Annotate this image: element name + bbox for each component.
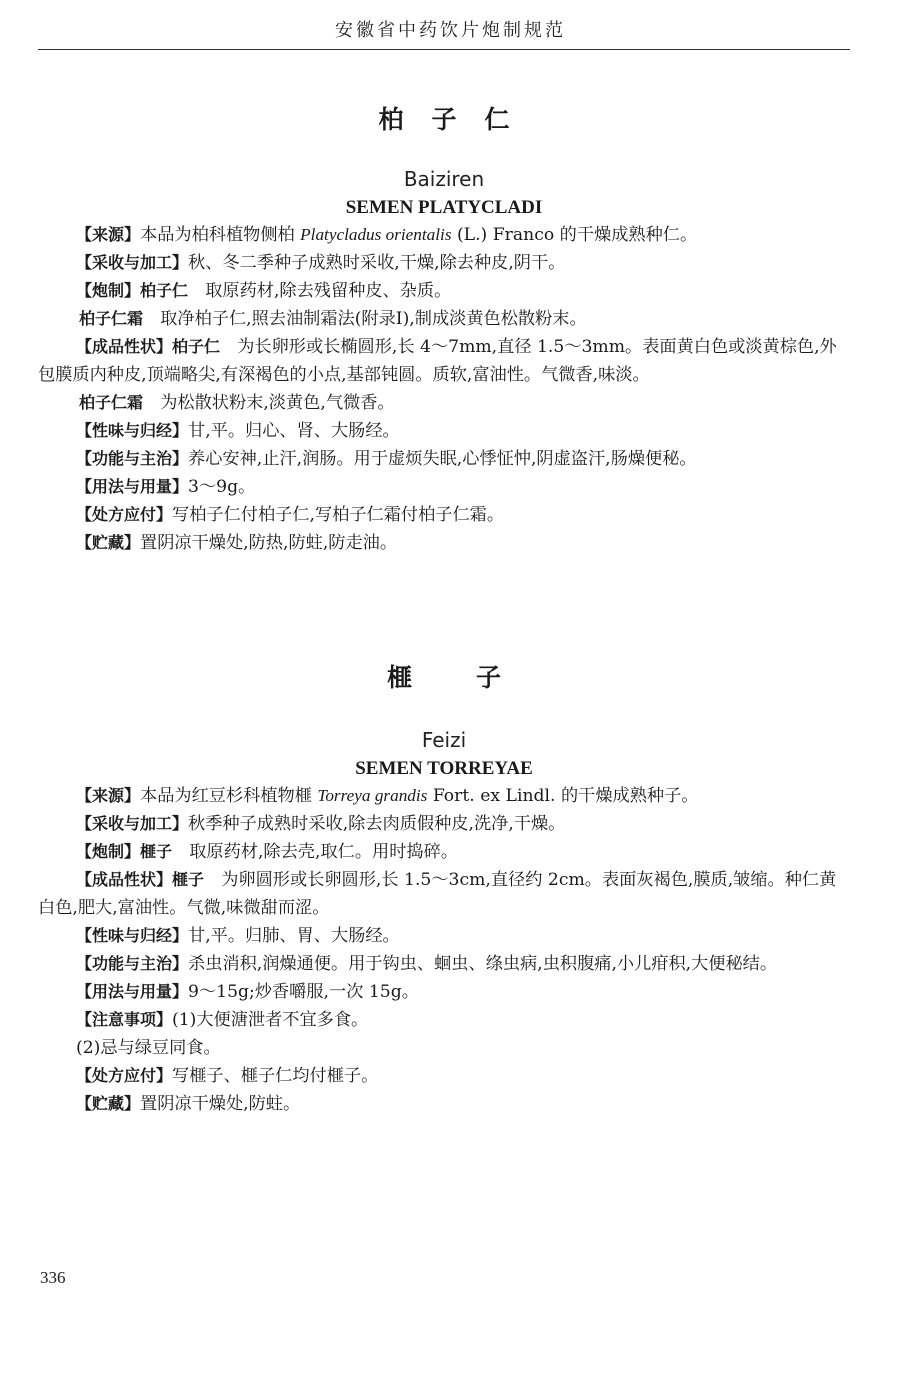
text: 9～15g;炒香嚼服,一次 15g。 xyxy=(188,982,419,1002)
dosage-paragraph xyxy=(38,473,850,501)
field-label: 【功能与主治】 xyxy=(76,449,189,468)
entry-pinyin: Feizi xyxy=(421,728,467,752)
field-label: 【贮藏】 xyxy=(76,1094,141,1113)
processing-sub-paragraph xyxy=(38,305,850,333)
header-rule xyxy=(38,49,850,50)
field-label: 【贮藏】 xyxy=(76,533,141,552)
entry-latin-name: SEMEN PLATYCLADI xyxy=(345,197,543,218)
characteristics-paragraph xyxy=(38,333,850,389)
storage-paragraph xyxy=(38,1090,850,1118)
scientific-name: Torreya grandis xyxy=(317,786,428,805)
processing-paragraph xyxy=(38,838,850,866)
scientific-name: Platycladus orientalis xyxy=(300,225,452,244)
dosage-paragraph xyxy=(38,978,850,1006)
field-label: 【成品性状】 xyxy=(76,337,173,356)
nature-paragraph xyxy=(38,417,850,445)
text: 甘,平。归肺、胃、大肠经。 xyxy=(188,926,400,946)
text: 置阴凉干燥处,防热,防蛀,防走油。 xyxy=(140,533,398,553)
field-label: 【采收与加工】 xyxy=(76,253,189,272)
text: 为松散状粉末,淡黄色,气微香。 xyxy=(143,393,395,413)
field-label: 【用法与用量】 xyxy=(76,477,189,496)
text: 写柏子仁付柏子仁,写柏子仁霜付柏子仁霜。 xyxy=(172,505,505,525)
page-number: 336 xyxy=(40,1268,66,1287)
harvest-paragraph xyxy=(38,810,850,838)
field-label: 【性味与归经】 xyxy=(76,421,189,440)
running-header: 安徽省中药饮片炮制规范 xyxy=(335,20,566,41)
field-label: 【功能与主治】 xyxy=(76,954,189,973)
sub-label: 柏子仁霜 xyxy=(79,393,144,412)
text: Fort. ex Lindl. 的干燥成熟种子。 xyxy=(427,786,699,806)
field-label: 【来源】 xyxy=(76,225,141,244)
precautions-item-2 xyxy=(38,1034,850,1062)
sub-label: 柏子仁 xyxy=(172,337,221,356)
field-label: 【注意事项】 xyxy=(76,1010,173,1029)
text: 杀虫消积,润燥通便。用于钩虫、蛔虫、绦虫病,虫积腹痛,小儿疳积,大便秘结。 xyxy=(188,954,778,974)
nature-paragraph xyxy=(38,922,850,950)
characteristics-paragraph xyxy=(38,866,850,922)
field-label: 【来源】 xyxy=(76,786,141,805)
entry-title: 柏子仁 xyxy=(378,105,538,134)
field-label: 【炮制】 xyxy=(76,842,141,861)
text: 秋季种子成熟时采收,除去肉质假种皮,洗净,干燥。 xyxy=(188,814,566,834)
field-label: 【处方应付】 xyxy=(76,505,173,524)
field-label: 【炮制】 xyxy=(76,281,141,300)
characteristics-sub-paragraph xyxy=(38,389,850,417)
text: 为长卵形或长椭圆形,长 4～7mm,直径 1.5～3mm。表面黄白色或淡黄棕色,外包膜质内种皮,顶端略尖,有深褐色的小点,基部钝圆。质软,富油性。气微香,味淡。 xyxy=(38,337,837,385)
field-label: 【用法与用量】 xyxy=(76,982,189,1001)
text: (1)大便溏泄者不宜多食。 xyxy=(172,1010,369,1030)
text: (L.) Franco 的干燥成熟种仁。 xyxy=(451,225,698,245)
field-label: 【成品性状】 xyxy=(76,870,173,889)
prescription-paragraph xyxy=(38,501,850,529)
source-paragraph xyxy=(38,221,850,249)
storage-paragraph xyxy=(38,529,850,557)
entry-baiziren xyxy=(38,100,850,557)
text: 本品为柏科植物侧柏 xyxy=(140,225,301,245)
text: 取净柏子仁,照去油制霜法(附录Ⅰ),制成淡黄色松散粉末。 xyxy=(143,309,587,329)
entry-latin-name: SEMEN TORREYAE xyxy=(355,758,533,779)
text: 取原药材,除去壳,取仁。用时捣碎。 xyxy=(172,842,458,862)
harvest-paragraph xyxy=(38,249,850,277)
text: 养心安神,止汗,润肠。用于虚烦失眠,心悸怔忡,阴虚盗汗,肠燥便秘。 xyxy=(188,449,697,469)
precautions-paragraph xyxy=(38,1006,850,1034)
function-paragraph xyxy=(38,445,850,473)
field-label: 【采收与加工】 xyxy=(76,814,189,833)
processing-paragraph xyxy=(38,277,850,305)
text: 置阴凉干燥处,防蛀。 xyxy=(140,1094,301,1114)
text: 秋、冬二季种子成熟时采收,干燥,除去种皮,阴干。 xyxy=(188,253,566,273)
field-label: 【性味与归经】 xyxy=(76,926,189,945)
text: 3～9g。 xyxy=(188,477,256,497)
entry-pinyin: Baiziren xyxy=(403,167,485,191)
sub-label: 榧子 xyxy=(172,870,205,889)
text: 取原药材,除去残留种皮、杂质。 xyxy=(188,281,452,301)
text: 本品为红豆杉科植物榧 xyxy=(140,786,318,806)
entry-title: 榧子 xyxy=(386,663,565,692)
sub-label: 柏子仁 xyxy=(140,281,189,300)
text: 为卵圆形或长卵圆形,长 1.5～3cm,直径约 2cm。表面灰褐色,膜质,皱缩。种仁黄白色,肥大,富油性。气微,味微甜而涩。 xyxy=(38,870,837,918)
source-paragraph xyxy=(38,782,850,810)
text: 写榧子、榧子仁均付榧子。 xyxy=(172,1066,379,1086)
text: 甘,平。归心、肾、大肠经。 xyxy=(188,421,400,441)
entry-feizi xyxy=(38,658,850,1118)
text: (2)忌与绿豆同食。 xyxy=(76,1038,221,1058)
field-label: 【处方应付】 xyxy=(76,1066,173,1085)
prescription-paragraph xyxy=(38,1062,850,1090)
sub-label: 柏子仁霜 xyxy=(79,309,144,328)
function-paragraph xyxy=(38,950,850,978)
sub-label: 榧子 xyxy=(140,842,173,861)
